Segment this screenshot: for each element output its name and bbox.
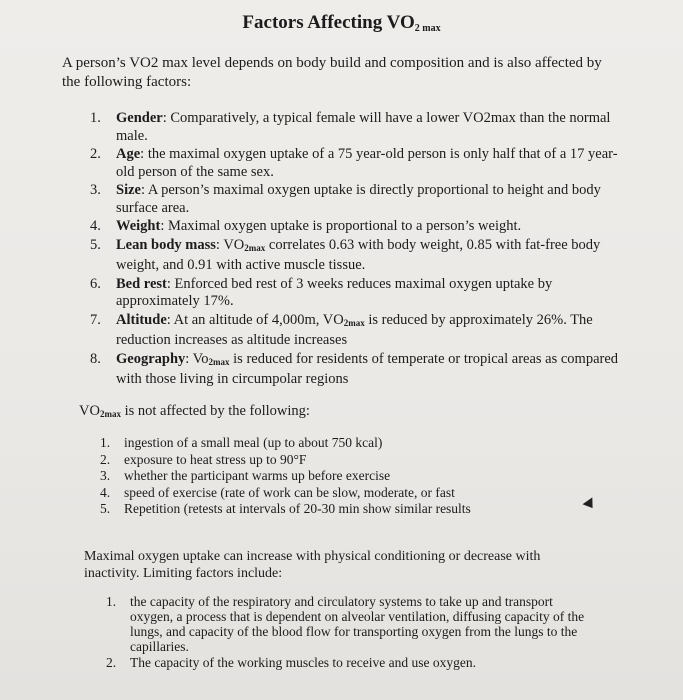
not-affected-heading bbox=[79, 403, 619, 420]
item-number: 2. bbox=[90, 146, 101, 162]
item-number: 4. bbox=[90, 218, 101, 234]
item-number: 1. bbox=[90, 110, 101, 126]
item-text: : the maximal oxygen uptake of a 75 year-old person is only half that of a 17 year-old person of the same sex. bbox=[116, 146, 618, 180]
item-subscript: 2max bbox=[208, 356, 230, 367]
item-text-pre: : Vo bbox=[185, 350, 209, 367]
list-item bbox=[106, 655, 596, 670]
item-text: : Enforced bed rest of 3 weeks reduces maximal oxygen uptake by approximately 17%. bbox=[116, 275, 553, 309]
item-term: Gender bbox=[116, 110, 163, 126]
not-affected-list bbox=[100, 435, 600, 518]
title-text: Factors Affecting VO bbox=[242, 12, 415, 33]
item-number: 7. bbox=[90, 311, 101, 328]
item-term: Weight bbox=[116, 218, 161, 234]
item-term: Geography bbox=[116, 350, 186, 367]
item-subscript: 2max bbox=[244, 242, 266, 253]
item-number: 4. bbox=[100, 484, 111, 500]
list-item bbox=[90, 351, 620, 389]
item-number: 8. bbox=[90, 350, 101, 367]
item-number: 2. bbox=[100, 451, 111, 467]
item-text: the capacity of the respiratory and circulatory systems to take up and transport oxygen, a process that is dependent on alveolar ventilation, diffusing capacity of the lungs, and capacity of the blood flow for transporting oxygen from the lungs to the capillaries. bbox=[130, 594, 585, 654]
list-item bbox=[90, 146, 620, 181]
limiting-intro-paragraph: Maximal oxygen uptake can increase with physical conditioning or decrease with inactivity. Limiting factors include: bbox=[84, 549, 541, 581]
item-text: is reduced by approximately 26%. The reduction increases as altitude increases bbox=[116, 311, 593, 348]
item-text: is reduced for residents of temperate or tropical areas as compared with those living in circumpolar regions bbox=[116, 350, 619, 387]
item-text-pre: : VO bbox=[215, 236, 245, 253]
list-item bbox=[90, 182, 620, 217]
list-item bbox=[100, 435, 600, 452]
item-subscript: 2max bbox=[343, 317, 365, 328]
heading-pre: VO bbox=[79, 403, 100, 419]
item-term: Age bbox=[116, 146, 141, 162]
item-number: 1. bbox=[106, 594, 117, 609]
item-term: Lean body mass bbox=[116, 236, 216, 253]
list-item bbox=[90, 276, 620, 311]
item-text-pre: : At an altitude of 4,000m, VO bbox=[166, 311, 344, 328]
list-item bbox=[100, 468, 600, 485]
item-number: 5. bbox=[90, 236, 101, 253]
intro-paragraph: A person’s VO2 max level depends on body build and composition and is also affected by the following factors: bbox=[62, 55, 602, 90]
item-text: Repetition (retests at intervals of 20-30 min show similar results bbox=[124, 501, 471, 516]
item-text: The capacity of the working muscles to receive and use oxygen. bbox=[130, 655, 477, 670]
list-item bbox=[100, 485, 600, 502]
item-number: 3. bbox=[90, 182, 101, 198]
item-term: Size bbox=[116, 182, 141, 198]
item-text: : Maximal oxygen uptake is proportional to a person’s weight. bbox=[160, 218, 522, 234]
item-text: correlates 0.63 with body weight, 0.85 with fat-free body weight, and 0.91 with active muscle tissue. bbox=[116, 236, 601, 273]
item-term: Altitude bbox=[116, 311, 167, 328]
title-subscript: 2 max bbox=[414, 23, 441, 34]
item-number: 2. bbox=[106, 655, 117, 670]
list-item bbox=[90, 312, 620, 350]
item-text: : Comparatively, a typical female will have a lower VO2max than the normal male. bbox=[116, 110, 611, 144]
item-text: whether the participant warms up before exercise bbox=[124, 468, 391, 483]
list-item bbox=[100, 452, 600, 469]
item-text: : A person’s maximal oxygen uptake is directly proportional to height and body surface area. bbox=[116, 182, 601, 216]
item-text: speed of exercise (rate of work can be slow, moderate, or fast bbox=[124, 484, 455, 500]
item-number: 3. bbox=[100, 468, 111, 483]
item-text: ingestion of a small meal (up to about 750 kcal) bbox=[124, 435, 383, 450]
list-item bbox=[106, 594, 596, 654]
item-number: 1. bbox=[100, 435, 111, 450]
heading-subscript: 2max bbox=[99, 409, 121, 419]
list-item bbox=[90, 237, 620, 275]
item-number: 5. bbox=[100, 501, 111, 516]
item-number: 6. bbox=[90, 275, 101, 292]
item-term: Bed rest bbox=[116, 275, 167, 292]
page-title bbox=[0, 12, 683, 34]
heading-text: is not affected by the following: bbox=[120, 403, 310, 419]
factors-list bbox=[90, 110, 620, 390]
list-item bbox=[90, 110, 620, 145]
limiting-factors-list bbox=[106, 594, 596, 671]
list-item bbox=[100, 501, 600, 518]
list-item bbox=[90, 218, 620, 236]
item-text: exposure to heat stress up to 90°F bbox=[124, 451, 307, 467]
